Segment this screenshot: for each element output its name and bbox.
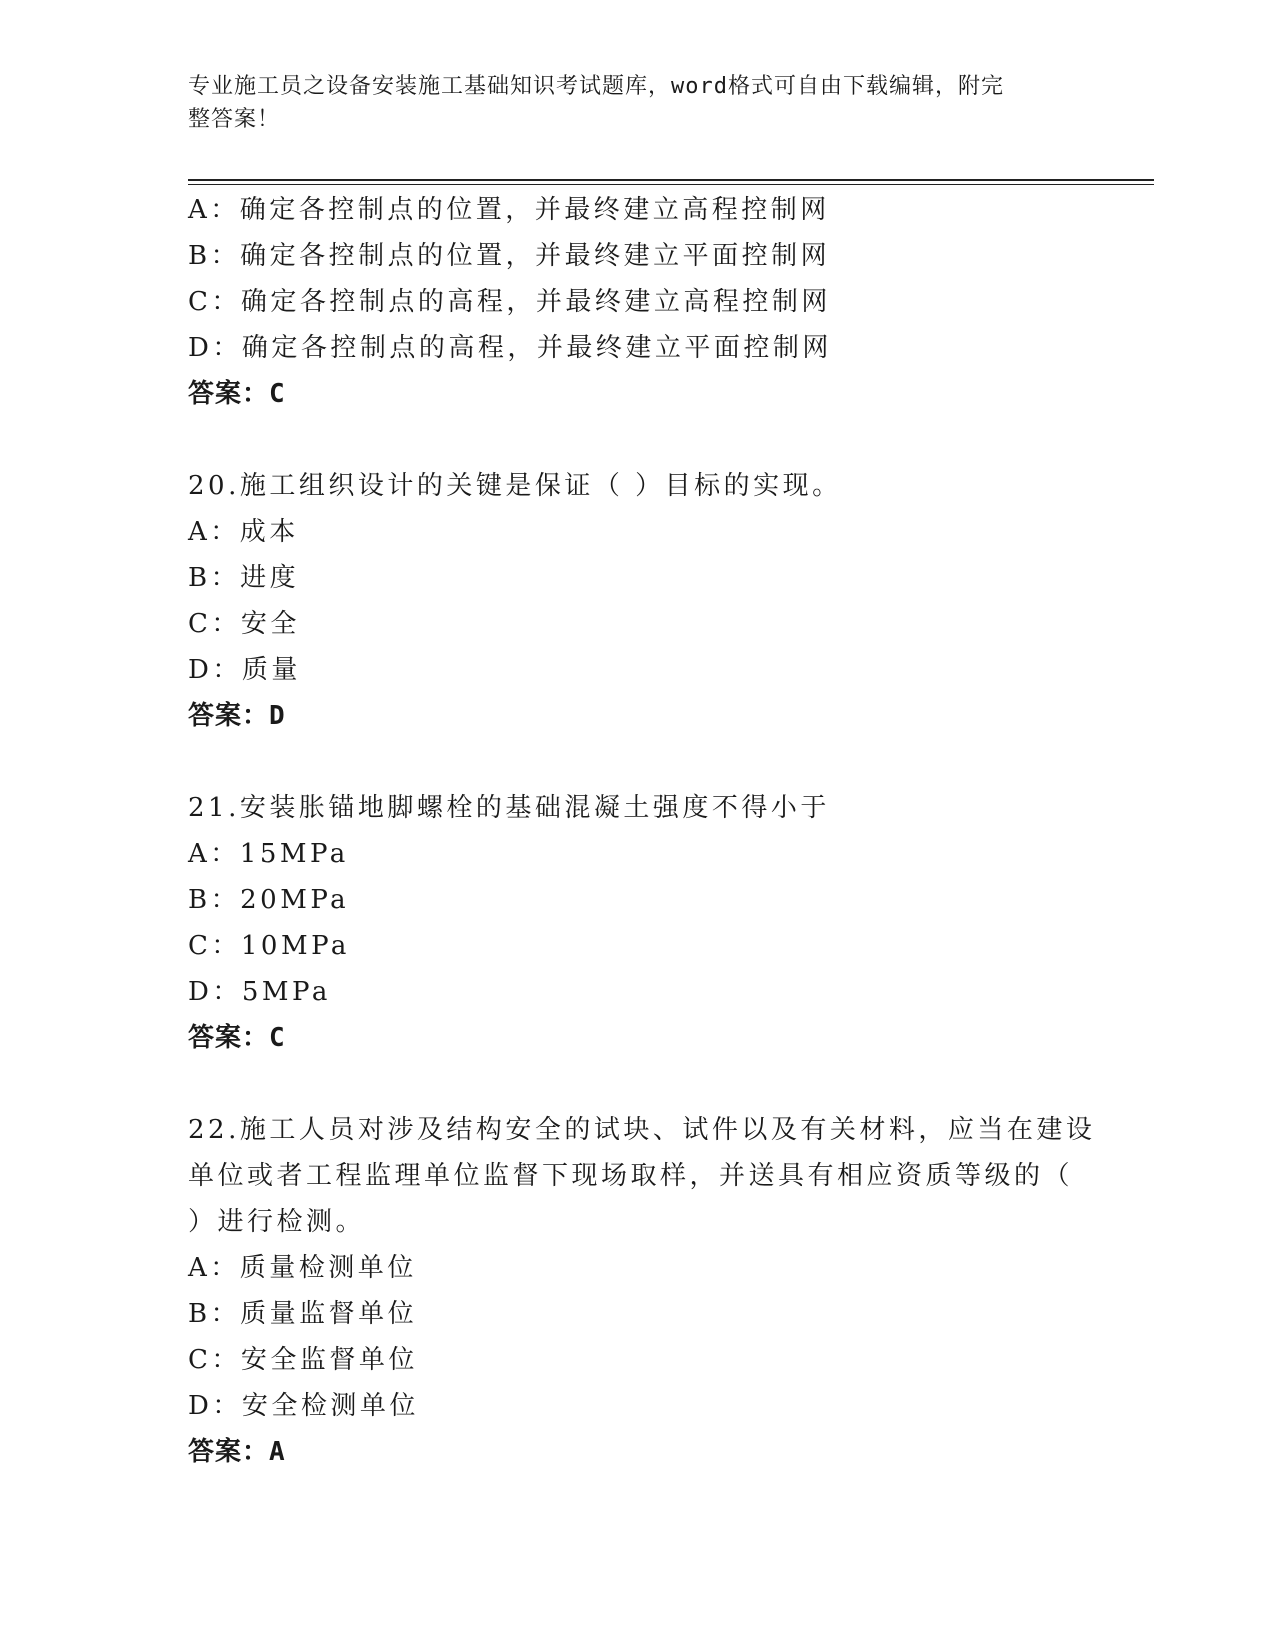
answer-line xyxy=(188,371,1088,417)
option-d: D：5MPa xyxy=(188,977,331,1007)
option-b: B：进度 xyxy=(188,563,300,593)
option-c: C：安全监督单位 xyxy=(188,1345,418,1375)
question-20 xyxy=(188,463,1088,739)
option-a: A：15MPa xyxy=(188,839,349,869)
option-c: C：确定各控制点的高程，并最终建立高程控制网 xyxy=(188,287,831,317)
answer-value: C xyxy=(269,1023,286,1053)
answer-label: 答案： xyxy=(188,379,270,409)
question-text-line-1: 22.施工人员对涉及结构安全的试块、试件以及有关材料，应当在建设 xyxy=(188,1115,1096,1145)
spacer xyxy=(188,417,1088,463)
answer-value: A xyxy=(269,1437,286,1467)
option-d: D：质量 xyxy=(188,655,301,685)
question-21 xyxy=(188,785,1088,1061)
option-d: D：安全检测单位 xyxy=(188,1391,419,1421)
option-b: B：20MPa xyxy=(188,885,350,915)
option-c: C：10MPa xyxy=(188,931,350,961)
option-a: A：确定各控制点的位置，并最终建立高程控制网 xyxy=(188,195,830,225)
document-header xyxy=(188,70,1068,136)
option-d: D：确定各控制点的高程，并最终建立平面控制网 xyxy=(188,333,832,363)
answer-line xyxy=(188,1429,1088,1475)
answer-label: 答案： xyxy=(188,1023,270,1053)
option-c: C：安全 xyxy=(188,609,300,639)
option-b: B：质量监督单位 xyxy=(188,1299,418,1329)
answer-line xyxy=(188,693,1088,739)
answer-value: D xyxy=(269,701,286,731)
answer-value: C xyxy=(269,379,286,409)
option-a: A：质量检测单位 xyxy=(188,1253,417,1283)
option-a: A：成本 xyxy=(188,517,299,547)
header-divider-thin xyxy=(188,184,1154,185)
question-list xyxy=(188,187,1096,1475)
option-b: B：确定各控制点的位置，并最终建立平面控制网 xyxy=(188,241,831,271)
spacer xyxy=(188,739,1088,785)
question-text-line-2: 单位或者工程监理单位监督下现场取样，并送具有相应资质等级的（ xyxy=(188,1161,1074,1191)
question-19 xyxy=(188,187,1088,417)
question-text: 21.安装胀锚地脚螺栓的基础混凝土强度不得小于 xyxy=(188,793,830,823)
answer-line xyxy=(188,1015,1088,1061)
header-divider-thick xyxy=(188,179,1154,181)
question-text: 20.施工组织设计的关键是保证（ ）目标的实现。 xyxy=(188,471,842,501)
question-22 xyxy=(188,1107,1096,1475)
question-text-line-3: ）进行检测。 xyxy=(188,1207,366,1237)
header-line-2: 整答案！ xyxy=(188,107,281,132)
header-line-1: 专业施工员之设备安装施工基础知识考试题库，word格式可自由下载编辑，附完 xyxy=(188,74,1004,99)
answer-label: 答案： xyxy=(188,701,270,731)
answer-label: 答案： xyxy=(188,1437,270,1467)
spacer xyxy=(188,1061,1088,1107)
